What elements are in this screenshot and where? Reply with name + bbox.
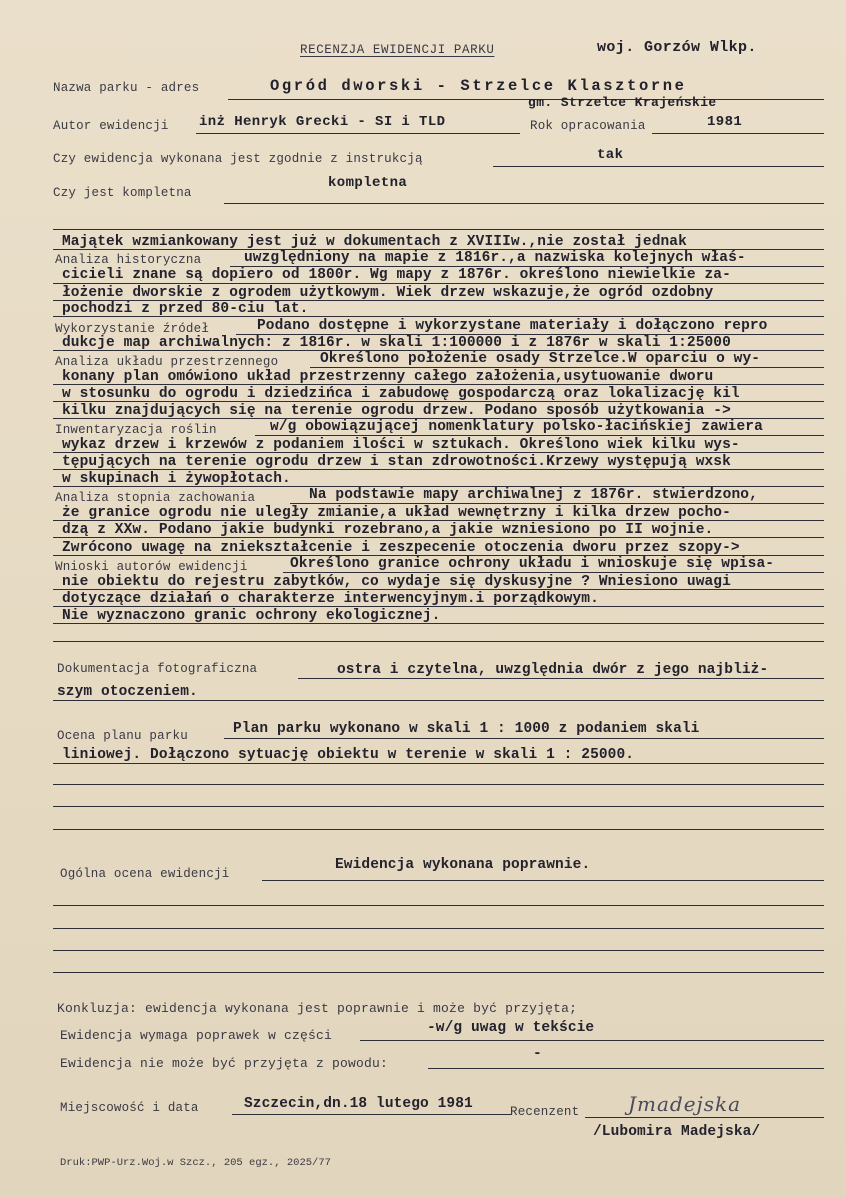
year-rule	[652, 133, 824, 134]
plants-rule-2	[53, 452, 824, 453]
reviewer-label: Recenzent	[510, 1105, 580, 1119]
general-rule-4	[53, 950, 824, 951]
plan-rule-3	[53, 784, 824, 785]
plan-rule-4	[53, 806, 824, 807]
year-label: Rok opracowania	[530, 119, 646, 133]
conclusion-accepted-line: Konkluzja: ewidencja wykonana jest poprawnie i może być przyjęta;	[57, 1001, 578, 1016]
preservation-line-2: że granice ogrodu nie uległy zmianie,a układ wewnętrzny i kilka drzew pocho-	[62, 505, 731, 521]
conclusions-rule-4	[53, 623, 824, 624]
conclusions-line-4: Nie wyznaczono granic ochrony ekologicznej.	[62, 608, 441, 624]
general-rule-2	[53, 905, 824, 906]
plants-rule-3	[53, 469, 824, 470]
conclusions-line-3: dotyczące działań o charakterze interwencyjnym.i porządkowym.	[62, 591, 599, 607]
spatial-analysis-line-1: Określono położenie osady Strzelce.W oparciu o wy-	[320, 351, 761, 367]
spatial-analysis-label: Analiza układu przestrzennego	[55, 355, 279, 369]
photo-documentation-label: Dokumentacja fotograficzna	[57, 662, 258, 676]
plant-inventory-label: Inwentaryzacja roślin	[55, 423, 217, 437]
plant-inventory-line-3: tępujących na terenie ogrodu drzew i stan zdrowotności.Krzewy występują wxsk	[62, 454, 731, 470]
park-name-value: Ogród dworski - Strzelce Klasztorne	[270, 77, 687, 95]
complete-rule	[224, 203, 824, 204]
spatial-analysis-line-3: w stosunku do ogrodu i dziedzińca i zabudowę gospodarczą oraz lokalizację kil	[62, 386, 740, 402]
plant-inventory-line-4: w skupinach i żywopłotach.	[62, 471, 291, 487]
historical-analysis-line-2: cicieli znane są dopiero od 1800r. Wg mapy z 1876r. określono niewielkie za-	[62, 267, 731, 283]
spatial-rule-2	[53, 384, 824, 385]
place-date-value: Szczecin,dn.18 lutego 1981	[244, 1096, 473, 1112]
preservation-line-1: Na podstawie mapy archiwalnej z 1876r. stwierdzono,	[309, 487, 758, 503]
park-name-rule	[228, 99, 824, 100]
preservation-rule-2	[53, 520, 824, 521]
sources-label: Wykorzystanie źródeł	[55, 322, 210, 336]
general-rule-3	[53, 928, 824, 929]
park-plan-label: Ocena planu parku	[57, 729, 188, 743]
conclusions-rule-5	[53, 641, 824, 642]
conclusions-rule-2	[53, 589, 824, 590]
historical-analysis-line-3: łożenie dworskie z ogrodem użytkowym. Wiek drzew wskazuje,że ogród ozdobny	[62, 285, 714, 301]
place-date-rule	[232, 1114, 512, 1115]
photo-rule-1	[298, 678, 824, 679]
historical-analysis-line-4: pochodzi z przed 80-ciu lat.	[62, 301, 309, 317]
spatial-analysis-line-2: konany plan omówiono układ przestrzenny całego założenia,usytuowanie dworu	[62, 369, 714, 385]
preservation-line-3: dzą z XXw. Podano jakie budynki rozebrano,a jakie wzniesiono po II wojnie.	[62, 522, 714, 538]
commune-value: gm. Strzelce Krajeńskie	[528, 95, 717, 110]
conclusions-line-1: Określono granice ochrony układu i wnioskuje się wpisa-	[290, 556, 775, 572]
plan-rule-2	[53, 763, 824, 764]
author-label: Autor ewidencji	[53, 119, 169, 133]
preservation-rule-3	[53, 537, 824, 538]
corrections-label: Ewidencja wymaga poprawek w części	[60, 1028, 333, 1043]
rejection-label: Ewidencja nie może być przyjęta z powodu:	[60, 1056, 389, 1071]
plan-line-2: liniowej. Dołączono sytuację obiektu w terenie w skali 1 : 25000.	[62, 747, 635, 763]
hist-rule-2	[53, 283, 824, 284]
general-evaluation-label: Ogólna ocena ewidencji	[60, 867, 230, 881]
instruction-value: tak	[597, 147, 624, 163]
general-evaluation-value: Ewidencja wykonana poprawnie.	[335, 857, 591, 873]
historical-analysis-label: Analiza historyczna	[55, 253, 202, 267]
sources-line-1: Podano dostępne i wykorzystane materiały i dołączono repro	[257, 318, 768, 334]
plant-inventory-line-1: w/g obowiązującej nomenklatury polsko-łacińskiej zawiera	[270, 419, 763, 435]
spatial-rule-3	[53, 401, 824, 402]
form-title: RECENZJA EWIDENCJI PARKU	[300, 43, 495, 57]
corrections-value: -w/g uwag w tekście	[427, 1020, 595, 1036]
conclusions-rule-1	[283, 572, 824, 573]
plant-inventory-line-2: wykaz drzew i krzewów z podaniem ilości w sztukach. Określono wiek kilku wys-	[62, 437, 740, 453]
sources-line-2: dukcje map archiwalnych: z 1816r. w skali 1:100000 i z 1876r w skali 1:25000	[62, 335, 731, 351]
instruction-label: Czy ewidencja wykonana jest zgodnie z instrukcją	[53, 152, 423, 166]
hist-rule-4	[53, 316, 824, 317]
print-info: Druk:PWP-Urz.Woj.w Szcz., 205 egz., 2025/77	[60, 1157, 331, 1169]
voivodeship-label: woj. Gorzów Wlkp.	[597, 39, 757, 56]
historical-analysis-line-1: uwzględniony na mapie z 1816r.,a nazwiska kolejnych właś-	[244, 250, 746, 266]
photo-rule-2	[53, 700, 824, 701]
spatial-analysis-line-4: kilku znajdujących się na terenie ogrodu drzew. Podano sposób użytkowania ->	[62, 403, 731, 419]
general-rule-5	[53, 972, 824, 973]
rejection-value: -	[533, 1046, 542, 1062]
intro-rule-top	[53, 229, 824, 230]
conclusions-rule-3	[53, 606, 824, 607]
corrections-rule	[360, 1040, 824, 1041]
preservation-rule-1	[290, 503, 824, 504]
rejection-rule	[428, 1068, 824, 1069]
photo-line-2: szym otoczeniem.	[57, 684, 198, 700]
complete-value: kompletna	[328, 175, 408, 191]
preservation-analysis-label: Analiza stopnia zachowania	[55, 491, 256, 505]
plants-rule-1	[255, 435, 824, 436]
spatial-rule-1	[310, 367, 824, 368]
intro-line: Majątek wzmiankowany jest już w dokumentach z XVIIIw.,nie został jednak	[62, 234, 687, 250]
photo-line-1: ostra i czytelna, uwzględnia dwór z jego najbliż-	[337, 662, 769, 678]
author-rule	[196, 133, 520, 134]
general-rule-1	[262, 880, 824, 881]
reviewer-rule	[585, 1117, 824, 1118]
author-conclusions-label: Wnioski autorów ewidencji	[55, 560, 248, 574]
plan-rule-5	[53, 829, 824, 830]
reviewer-name: /Lubomira Madejska/	[593, 1124, 761, 1140]
plan-rule-1	[224, 738, 824, 739]
complete-label: Czy jest kompletna	[53, 186, 192, 200]
year-value: 1981	[707, 114, 743, 130]
conclusions-line-2: nie obiektu do rejestru zabytków, co wydaje się dyskusyjne ? Wniesiono uwagi	[62, 574, 731, 590]
plan-line-1: Plan parku wykonano w skali 1 : 1000 z podaniem skali	[233, 721, 700, 737]
preservation-line-4: Zwrócono uwagę na zniekształcenie i zeszpecenie otoczenia dworu przez szopy->	[62, 540, 740, 556]
reviewer-signature: Jmadejska	[628, 1092, 742, 1116]
instruction-rule	[493, 166, 824, 167]
place-date-label: Miejscowość i data	[60, 1101, 199, 1115]
author-value: inż Henryk Grecki - SI i TLD	[199, 114, 446, 130]
park-name-label: Nazwa parku - adres	[53, 81, 200, 95]
